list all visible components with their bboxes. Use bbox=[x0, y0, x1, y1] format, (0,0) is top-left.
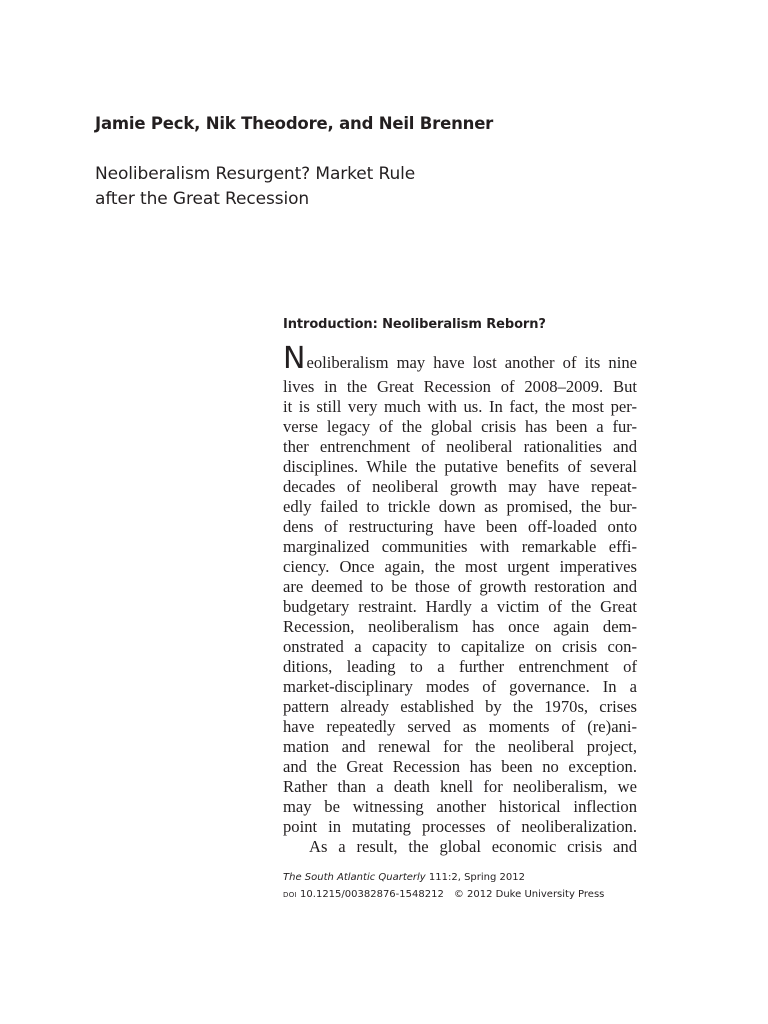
article-title-line: Neoliberalism Resurgent? Market Rule bbox=[95, 164, 416, 184]
body-line: ditions, leading to a further entrenchment of bbox=[283, 657, 637, 676]
body-line-text: eoliberalism may have lost another of its nine bbox=[306, 353, 637, 372]
copyright-notice: © 2012 Duke University Press bbox=[453, 889, 605, 900]
body-line: it is still very much with us. In fact, the most per- bbox=[283, 397, 637, 416]
body-line: are deemed to be those of growth restoration and bbox=[283, 577, 637, 596]
body-line: and the Great Recession has been no exception. bbox=[283, 757, 637, 776]
body-line: onstrated a capacity to capitalize on crisis con- bbox=[283, 637, 637, 656]
body-line: As a result, the global economic crisis and bbox=[309, 837, 637, 856]
body-line: verse legacy of the global crisis has been a fur- bbox=[283, 417, 637, 436]
doi-value: 10.1215/00382876-1548212 bbox=[296, 889, 444, 900]
body-line: disciplines. While the putative benefits of several bbox=[283, 457, 637, 476]
body-line: decades of neoliberal growth may have repeat- bbox=[283, 477, 637, 496]
body-line: ciency. Once again, the most urgent imperatives bbox=[283, 557, 637, 576]
body-paragraph bbox=[283, 343, 637, 857]
journal-issue: 111:2, Spring 2012 bbox=[425, 872, 525, 883]
drop-cap: N bbox=[283, 341, 306, 376]
body-line: have repeatedly served as moments of (re)ani- bbox=[283, 717, 637, 736]
journal-name: The South Atlantic Quarterly bbox=[283, 872, 426, 883]
body-line: may be witnessing another historical inflection bbox=[283, 797, 637, 816]
doi-label: doi bbox=[283, 889, 297, 900]
article-authors: Jamie Peck, Nik Theodore, and Neil Brenner bbox=[95, 114, 494, 133]
body-line: dens of restructuring have been off-loaded onto bbox=[283, 517, 637, 536]
body-line: marginalized communities with remarkable effi- bbox=[283, 537, 637, 556]
body-line: ther entrenchment of neoliberal rationalities and bbox=[283, 437, 637, 456]
body-line: market-disciplinary modes of governance. In a bbox=[283, 677, 637, 696]
doi-line bbox=[283, 886, 604, 903]
body-line: point in mutating processes of neoliberalization. bbox=[283, 817, 637, 836]
section-heading: Introduction: Neoliberalism Reborn? bbox=[283, 317, 546, 332]
body-line: edly failed to trickle down as promised, the bur- bbox=[283, 497, 637, 516]
body-line: Rather than a death knell for neoliberalism, we bbox=[283, 777, 637, 796]
body-line: budgetary restraint. Hardly a victim of the Great bbox=[283, 597, 637, 616]
body-line: Recession, neoliberalism has once again dem- bbox=[283, 617, 637, 636]
body-line: mation and renewal for the neoliberal project, bbox=[283, 737, 637, 756]
article-title-line: after the Great Recession bbox=[95, 189, 310, 209]
body-line: lives in the Great Recession of 2008–2009. But bbox=[283, 377, 637, 396]
article-title bbox=[95, 162, 415, 212]
body-line bbox=[283, 343, 637, 377]
body-line: pattern already established by the 1970s, crises bbox=[283, 697, 637, 716]
journal-citation bbox=[283, 869, 604, 886]
citation-footer bbox=[283, 869, 604, 903]
